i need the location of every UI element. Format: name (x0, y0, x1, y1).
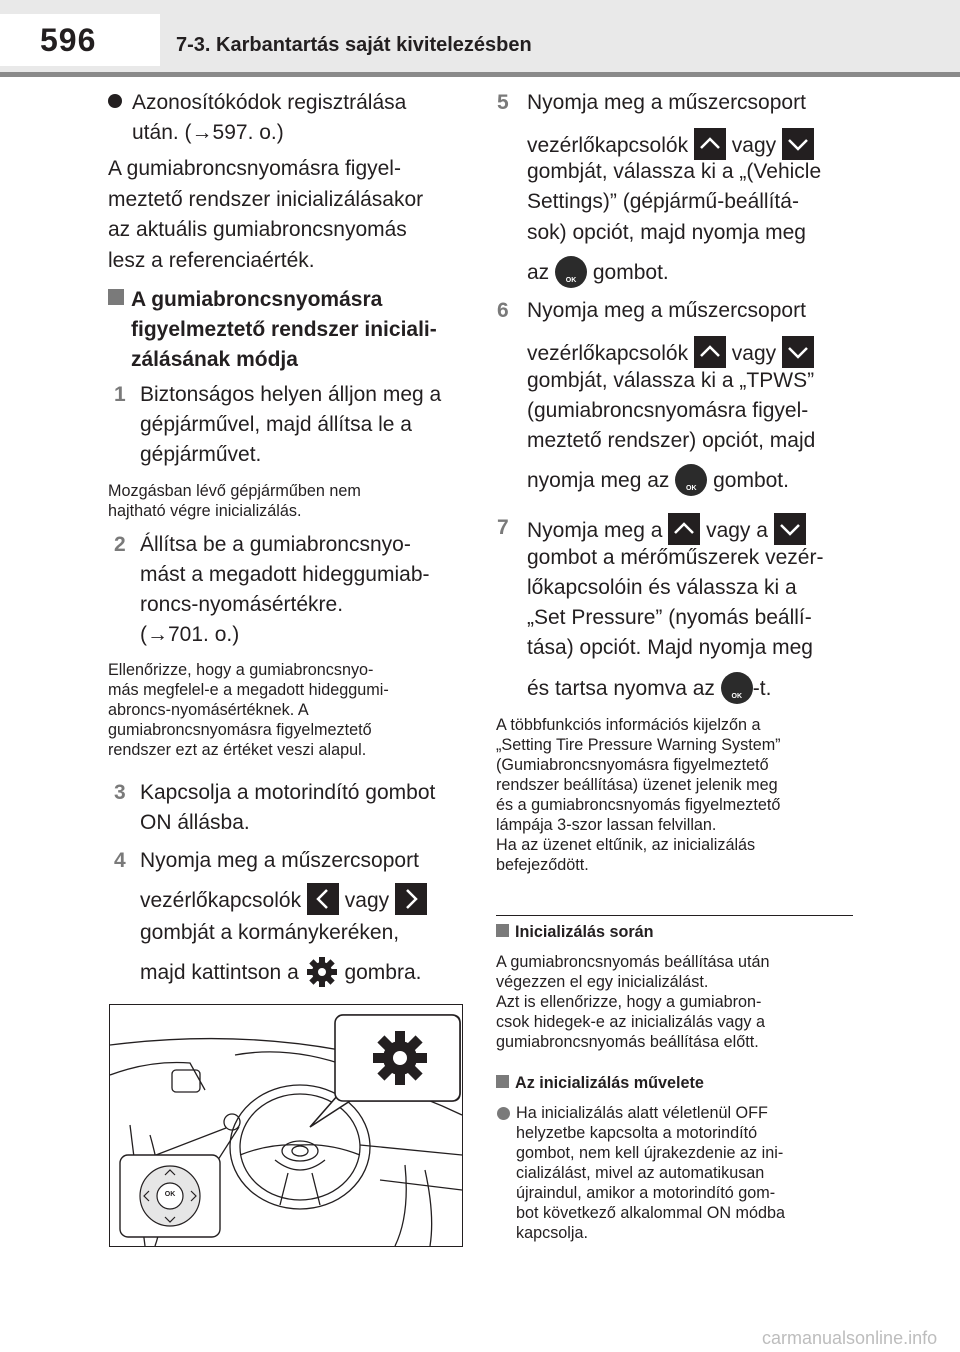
right-arrow-key-icon (395, 883, 427, 915)
step-6-line: nyomja meg az OK gombot. (527, 464, 789, 496)
step-5-line: Nyomja meg a műszercsoport (527, 91, 806, 114)
bullet-dot (497, 1107, 510, 1125)
down-arrow-key-icon (774, 513, 806, 545)
bullet-item: Azonosítókódok regisztrálása (108, 88, 406, 118)
step-4-line: vezérlőkapcsolók vagy (140, 883, 427, 916)
step-number: 2 (114, 533, 126, 556)
heading-square (496, 924, 509, 937)
subsection-heading: Inicializálás során (496, 922, 654, 942)
bullet-line: után. (→597. o.) (132, 121, 284, 144)
step-7-line: tása) opciót. Majd nyomja meg (527, 636, 813, 659)
step-6-line: vezérlőkapcsolók vagy (527, 336, 814, 369)
step-5-line: vezérlőkapcsolók vagy (527, 128, 814, 161)
footer-watermark: carmanualsonline.info (762, 1328, 938, 1348)
heading-square (108, 289, 124, 305)
down-arrow-key-icon (782, 336, 814, 368)
heading-square (496, 1075, 509, 1088)
step-2-text: Állítsa be a gumiabroncsnyo- mást a megadott hideggumiab- roncs-nyomásértékre. (→701. o.) (140, 533, 430, 646)
step-number: 3 (114, 781, 126, 804)
subsection-text: A gumiabroncsnyomás beállítása után végezzen el egy inicializálást. Azt is ellenőrizze, hogy a gumiabron- csok hidegek-e az inicializálás vagy a gumiabroncsnyomás beállítása előtt. (496, 953, 770, 1051)
step-6-line: gombját, válassza ki a „TPWS” (527, 369, 815, 392)
step-5-line: Settings)” (gépjármű-beállítá- (527, 190, 799, 213)
step-6-line: Nyomja meg a műszercsoport (527, 299, 806, 322)
section-heading: A gumiabroncsnyomásra (108, 285, 382, 315)
step-number: 4 (114, 849, 126, 872)
subsection-heading: Az inicializálás művelete (496, 1073, 704, 1093)
note-3: A többfunkciós információs kijelzőn a „Setting Tire Pressure Warning System” (Gumiabroncsnyomásra figyelmeztető rendszer beállítása) üzenet jelenik meg és a gumiabroncsnyomás figyelmeztető lámpája 3-szor lassan felvillan. Ha az üzenet eltűnik, az inicializálás befejeződött. (496, 716, 781, 874)
section-heading-line: figyelmeztető rendszer iniciali- (131, 318, 437, 341)
step-5-line: sok) opciót, majd nyomja meg (527, 221, 806, 244)
step-7-line: lőkapcsolóin és válassza ki a (527, 576, 797, 599)
note-2: Ellenőrizze, hogy a gumiabroncsnyo- más megfelel-e a megadott hideggumi- abroncs-nyomásértéknek. A gumiabroncsnyomásra figyelmeztető rendszer ezt az értéket veszi alapul. (108, 661, 389, 759)
header-rule (0, 72, 960, 77)
up-arrow-key-icon (694, 336, 726, 368)
step-6-line: (gumiabroncsnyomásra figyel- (527, 399, 809, 422)
bullet-dot (108, 94, 122, 108)
up-arrow-key-icon (668, 513, 700, 545)
down-arrow-key-icon (782, 128, 814, 160)
step-number: 7 (497, 516, 509, 539)
step-number: 6 (497, 299, 509, 322)
intro-paragraph: A gumiabroncsnyomásra figyel- meztető rendszer inicializálásakor az aktuális gumiabroncsnyomás lesz a referenciaérték. (108, 157, 424, 272)
left-arrow-key-icon (307, 883, 339, 915)
section-heading-line: zálásának módja (131, 348, 298, 371)
step-number: 5 (497, 91, 509, 114)
ok-button-icon: OK (555, 256, 587, 288)
step-7-line: „Set Pressure” (nyomás beállí- (527, 606, 812, 629)
section-divider (496, 915, 853, 916)
section-title: 7-3. Karbantartás saját kivitelezésben (176, 34, 532, 56)
step-4-line: Nyomja meg a műszercsoport (140, 849, 419, 872)
gear-icon (305, 955, 339, 989)
step-7-line: és tartsa nyomva az OK -t. (527, 672, 771, 704)
step-7-line: Nyomja meg a vagy a (527, 513, 806, 546)
step-4-line: majd kattintson a gombra. (140, 955, 422, 989)
dashboard-drawing (110, 1005, 462, 1246)
note-1: Mozgásban lévő gépjárműben nem hajtható végre inicializálás. (108, 482, 361, 520)
ok-button-icon: OK (721, 672, 753, 704)
step-5-line: az OK gombot. (527, 256, 669, 288)
step-4-line: gombját a kormánykeréken, (140, 921, 400, 944)
steering-wheel-illustration (109, 1004, 463, 1247)
step-number: 1 (114, 383, 126, 406)
up-arrow-key-icon (694, 128, 726, 160)
ok-label: OK (164, 1191, 176, 1198)
step-6-line: meztető rendszer) opciót, majd (527, 429, 816, 452)
page-number: 596 (40, 22, 97, 58)
step-1-text: Biztonságos helyen álljon meg a gépjárművel, majd állítsa le a gépjárművet. (140, 383, 442, 466)
step-3-text: Kapcsolja a motorindító gombot ON állásba. (140, 781, 436, 834)
subsection-text: Ha inicializálás alatt véletlenül OFF helyzetbe kapcsolta a motorindító gombot, nem kell újrakezdenie az ini- cializálást, mivel az automatikusan újraindul, amikor a motorindító gom- bot következő alkalommal ON módba kapcsolja. (516, 1104, 786, 1242)
step-7-line: gombot a mérőműszerek vezér- (527, 546, 824, 569)
step-5-line: gombját, válassza ki a „(Vehicle (527, 160, 822, 183)
ok-button-icon: OK (675, 464, 707, 496)
